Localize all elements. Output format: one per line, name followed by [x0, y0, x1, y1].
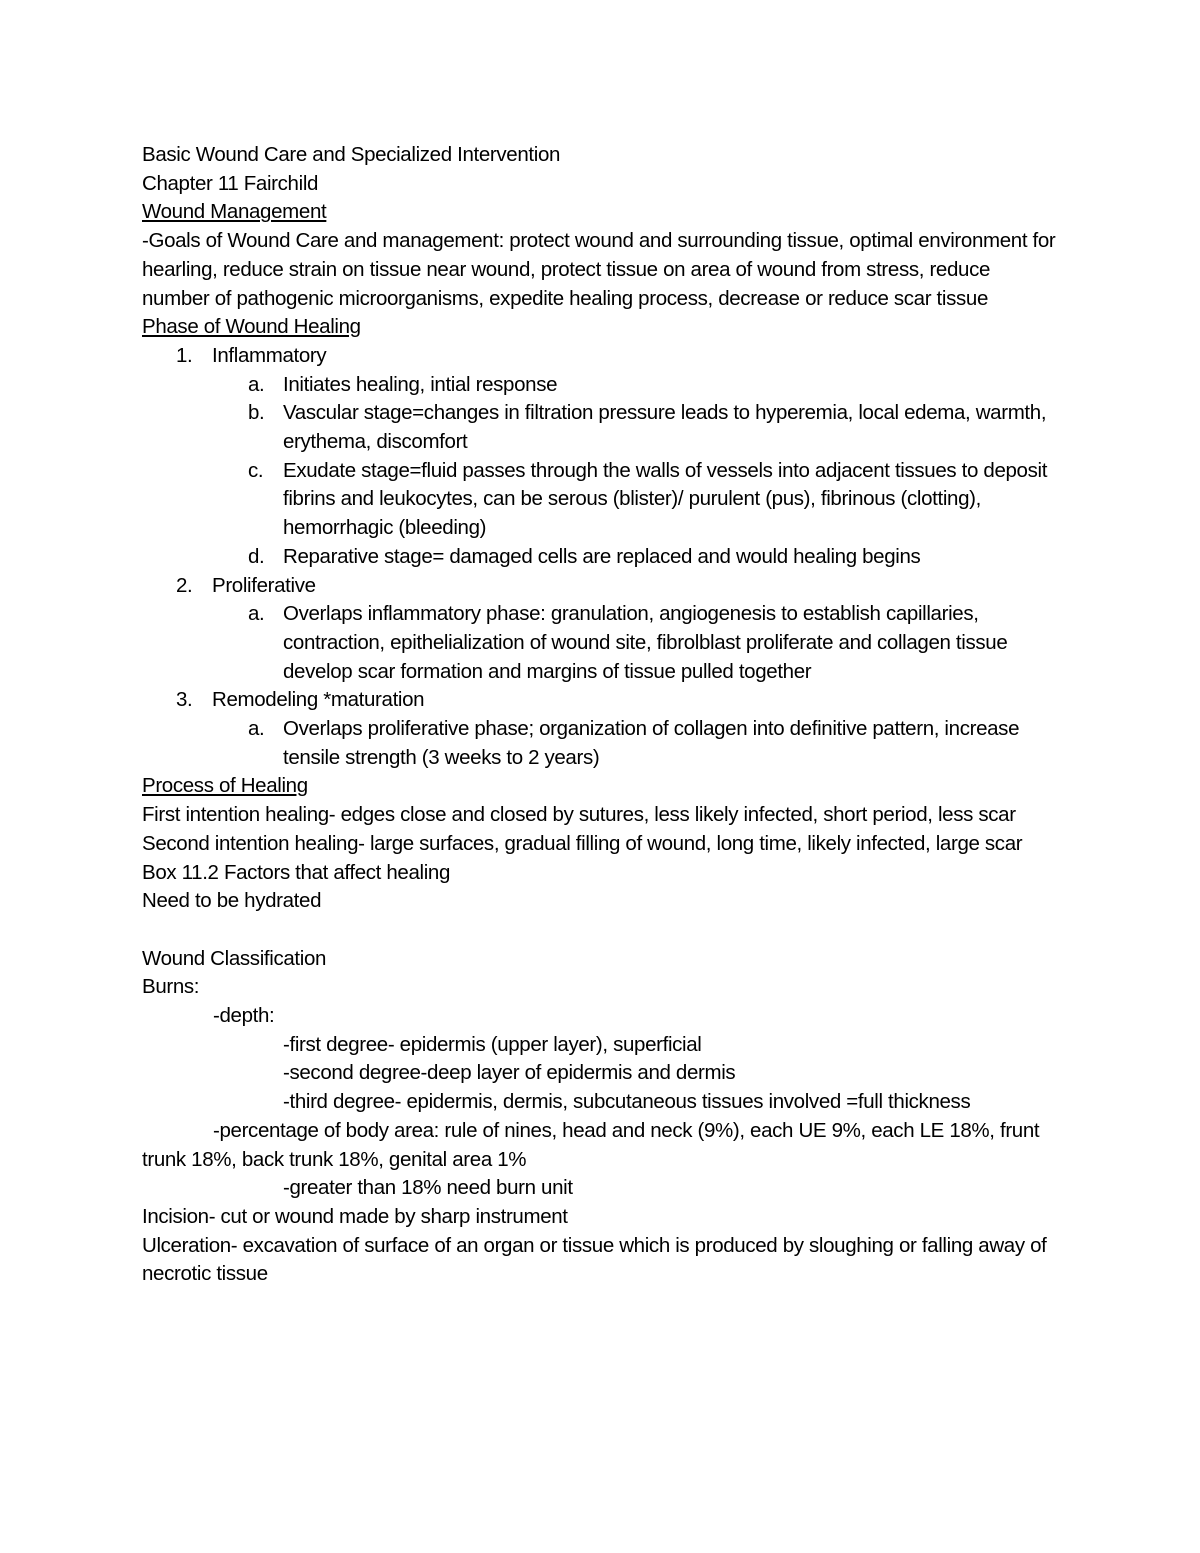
goals-paragraph: -Goals of Wound Care and management: protect wound and surrounding tissue, optimal environment for hearling, reduce strain on tissue near wound, protect tissue on area of wound from stress, reduce number of pathogenic microorganisms, expedite healing process, decrease or reduce scar tissue	[142, 229, 1056, 310]
phase-label: Proliferative	[212, 573, 316, 597]
sub-item	[142, 543, 1062, 572]
chapter-reference: Chapter 11 Fairchild	[142, 171, 319, 195]
blank-line	[142, 916, 1062, 945]
sub-item-text: Vascular stage=changes in filtration pressure leads to hyperemia, local edema, warmth, erythema, discomfort	[283, 401, 1047, 454]
phase-label: Inflammatory	[212, 343, 327, 367]
list-letter: b.	[248, 401, 265, 425]
burn-unit-line: -greater than 18% need burn unit	[283, 1176, 573, 1200]
list-letter: a.	[248, 372, 265, 396]
sub-item-text: Overlaps inflammatory phase: granulation, angiogenesis to establish capillaries, contraction, epithelialization of wound site, fibrolblast proliferate and collagen tissue develop scar formation and margins of tissue pulled together	[283, 602, 1008, 683]
list-number: 2.	[176, 573, 193, 597]
phase-item	[142, 572, 1062, 601]
phase-label: Remodeling *maturation	[212, 688, 425, 712]
document-title: Basic Wound Care and Specialized Intervention	[142, 143, 561, 166]
heading-phase-of-wound-healing: Phase of Wound Healing	[142, 315, 361, 339]
incision-paragraph: Incision- cut or wound made by sharp instrument	[142, 1205, 568, 1228]
sub-item-text: Exudate stage=fluid passes through the walls of vessels into adjacent tissues to deposit fibrins and leukocytes, can be serous (blister)/ purulent (pus), fibrinous (clotting), hemorrhagic (bleeding)	[283, 458, 1048, 540]
phase-item	[142, 686, 1062, 715]
heading-wound-management: Wound Management	[142, 200, 327, 224]
heading-process-of-healing: Process of Healing	[142, 774, 308, 798]
sub-item-text: Overlaps proliferative phase; organization of collagen into definitive pattern, increase tensile strength (3 weeks to 2 years)	[283, 717, 1020, 769]
sub-item	[142, 399, 1062, 456]
box-reference: Box 11.2 Factors that affect healing	[142, 860, 451, 884]
sub-item	[142, 371, 1062, 400]
list-letter: a.	[248, 602, 265, 626]
first-degree-line: -first degree- epidermis (upper layer), superficial	[283, 1032, 702, 1056]
third-degree-line: -third degree- epidermis, dermis, subcutaneous tissues involved =full thickness	[283, 1090, 971, 1114]
heading-wound-classification: Wound Classification	[142, 946, 327, 970]
ulceration-paragraph: Ulceration- excavation of surface of an organ or tissue which is produced by sloughing or falling away of necrotic tissue	[142, 1233, 1047, 1286]
list-letter: d.	[248, 544, 265, 568]
second-degree-line: -second degree-deep layer of epidermis and dermis	[283, 1061, 736, 1085]
burns-label: Burns:	[142, 975, 200, 999]
sub-item	[142, 715, 1062, 772]
depth-label: -depth:	[213, 1004, 275, 1028]
phase-item	[142, 342, 1062, 371]
first-intention-paragraph: First intention healing- edges close and closed by sutures, less likely infected, short period, less scar	[142, 803, 1016, 827]
sub-item-text: Reparative stage= damaged cells are replaced and would healing begins	[283, 544, 921, 568]
sub-item-text: Initiates healing, intial response	[283, 372, 558, 396]
hydration-note: Need to be hydrated	[142, 889, 322, 913]
list-number: 1.	[176, 343, 193, 367]
percentage-paragraph: -percentage of body area: rule of nines, head and neck (9%), each UE 9%, each LE 18%, frunt trunk 18%, back trunk 18%, genital area 1%	[142, 1118, 1040, 1171]
sub-item	[142, 457, 1062, 543]
list-number: 3.	[176, 688, 193, 712]
second-intention-paragraph: Second intention healing- large surfaces, gradual filling of wound, long time, likely infected, large scar	[142, 831, 1023, 855]
document-body	[142, 141, 1062, 1289]
sub-item	[142, 600, 1062, 686]
list-letter: c.	[248, 458, 264, 482]
list-letter: a.	[248, 717, 265, 741]
